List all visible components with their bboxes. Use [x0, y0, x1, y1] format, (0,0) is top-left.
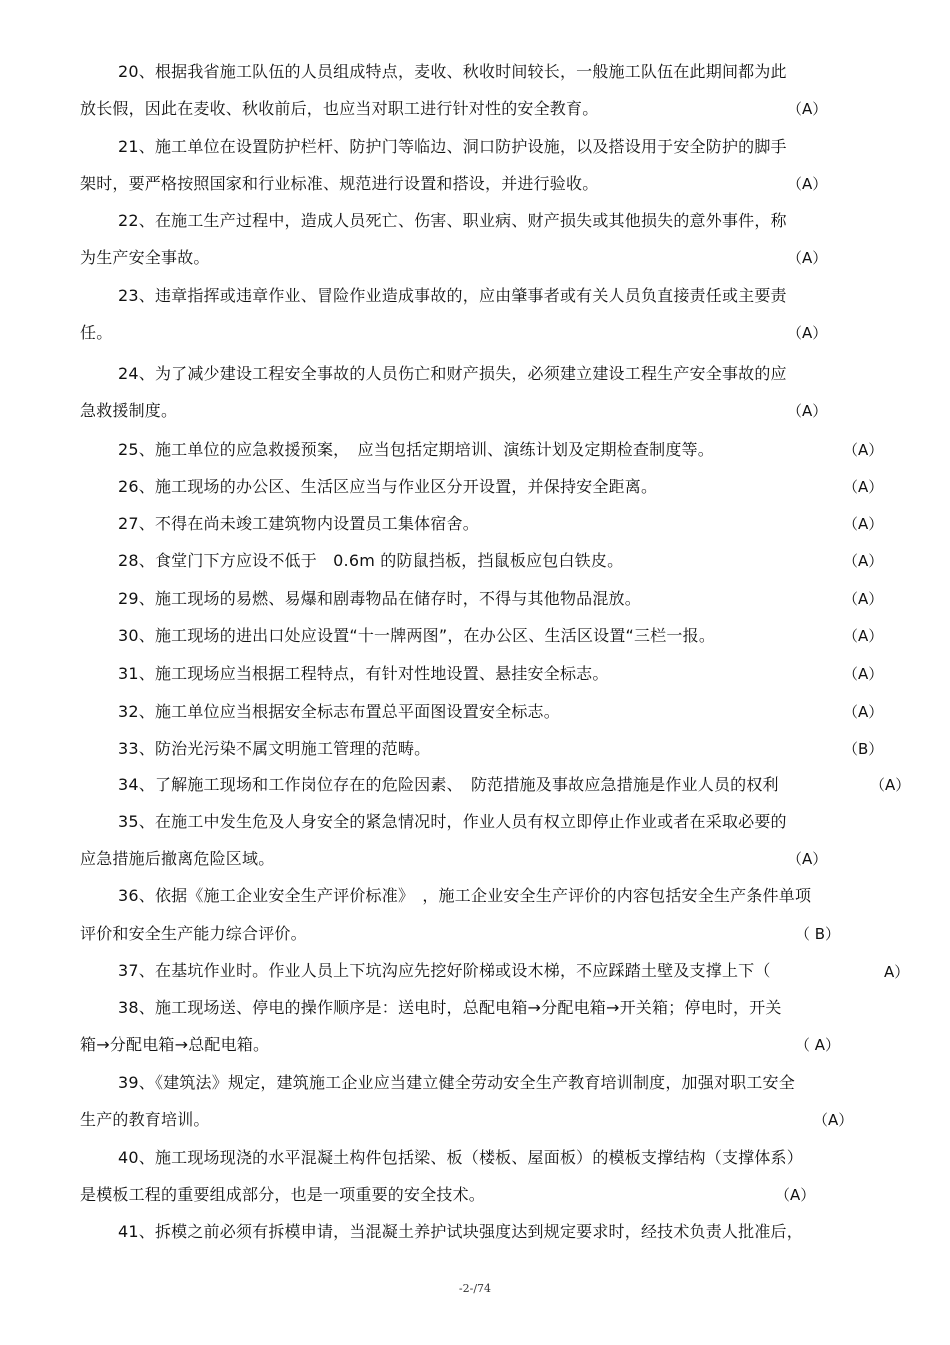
question-39-line-1: 39、《建筑法》规定，建筑施工企业应当建立健全劳动安全生产教育培训制度，加强对职工安全	[118, 1073, 795, 1092]
question-36-answer: （ B）	[795, 925, 841, 943]
question-24-line-1: 24、为了减少建设工程安全事故的人员伤亡和财产损失，必须建立建设工程生产安全事故的应	[118, 364, 787, 383]
question-21-answer: （A）	[787, 175, 828, 193]
question-29-line-1: 29、施工现场的易燃、易爆和剧毒物品在储存时，不得与其他物品混放。	[118, 589, 641, 608]
question-23-line-2: 任。	[80, 323, 113, 342]
question-37-answer: A）	[884, 963, 910, 981]
question-36-line-1: 36、依据《施工企业安全生产评价标准》 ，施工企业安全生产评价的内容包括安全生产条件单项	[118, 886, 812, 905]
question-28-line-1: 28、食堂门下方应设不低于 0.6m 的防鼠挡板，挡鼠板应包白铁皮。	[118, 551, 624, 570]
question-40-answer: （A）	[775, 1186, 816, 1204]
question-38-answer: （ A）	[795, 1036, 841, 1054]
question-21-line-2: 架时，要严格按照国家和行业标准、规范进行设置和搭设，并进行验收。	[80, 174, 599, 193]
question-29-answer: （A）	[843, 590, 884, 608]
question-38-line-2: 箱→分配电箱→总配电箱。	[80, 1035, 270, 1054]
question-40-line-1: 40、施工现场现浇的水平混凝土构件包括梁、板（楼板、屋面板）的模板支撑结构（支撑体系）	[118, 1148, 803, 1167]
question-39-answer: （A）	[813, 1111, 854, 1129]
question-24-answer: （A）	[787, 402, 828, 420]
question-20-answer: （A）	[787, 100, 828, 118]
question-40-line-2: 是模板工程的重要组成部分，也是一项重要的安全技术。	[80, 1185, 486, 1204]
question-20-line-2: 放长假，因此在麦收、秋收前后，也应当对职工进行针对性的安全教育。	[80, 99, 599, 118]
question-35-line-1: 35、在施工中发生危及人身安全的紧急情况时，作业人员有权立即停止作业或者在采取必要的	[118, 812, 787, 831]
question-35-line-2: 应急措施后撤离危险区域。	[80, 849, 275, 868]
question-38-line-1: 38、施工现场送、停电的操作顺序是：送电时，总配电箱→分配电箱→开关箱；停电时，开关	[118, 998, 782, 1017]
question-20-line-1: 20、根据我省施工队伍的人员组成特点，麦收、秋收时间较长，一般施工队伍在此期间都为此	[118, 62, 787, 81]
question-31-answer: （A）	[843, 665, 884, 683]
question-22-line-2: 为生产安全事故。	[80, 248, 210, 267]
question-33-answer: （B）	[843, 740, 884, 758]
question-26-answer: （A）	[843, 478, 884, 496]
question-26-line-1: 26、施工现场的办公区、生活区应当与作业区分开设置，并保持安全距离。	[118, 477, 658, 496]
question-37-line-1: 37、在基坑作业时。作业人员上下坑沟应先挖好阶梯或设木梯，不应踩踏土壁及支撑上下（	[118, 961, 771, 980]
question-23-answer: （A）	[787, 324, 828, 342]
question-31-line-1: 31、施工现场应当根据工程特点，有针对性地设置、悬挂安全标志。	[118, 664, 609, 683]
question-39-line-2: 生产的教育培训。	[80, 1110, 210, 1129]
question-33-line-1: 33、防治光污染不属文明施工管理的范畴。	[118, 739, 431, 758]
question-34-answer: （A）	[870, 776, 911, 794]
question-24-line-2: 急救援制度。	[80, 401, 178, 420]
question-22-line-1: 22、在施工生产过程中，造成人员死亡、伤害、职业病、财产损失或其他损失的意外事件，称	[118, 211, 787, 230]
question-23-line-1: 23、违章指挥或违章作业、冒险作业造成事故的，应由肇事者或有关人员负直接责任或主要责	[118, 286, 787, 305]
page-number: -2-/74	[458, 1282, 492, 1295]
question-32-answer: （A）	[843, 703, 884, 721]
question-27-answer: （A）	[843, 515, 884, 533]
question-27-line-1: 27、不得在尚未竣工建筑物内设置员工集体宿舍。	[118, 514, 479, 533]
question-28-answer: （A）	[843, 552, 884, 570]
question-41-line-1: 41、拆模之前必须有拆模申请，当混凝土养护试块强度达到规定要求时，经技术负责人批准后，	[118, 1222, 803, 1241]
question-34-line-1: 34、了解施工现场和工作岗位存在的危险因素、 防范措施及事故应急措施是作业人员的权利	[118, 775, 779, 794]
question-30-line-1: 30、施工现场的进出口处应设置“十一牌两图”，在办公区、生活区设置“三栏一报。	[118, 626, 716, 645]
question-25-line-1: 25、施工单位的应急救援预案， 应当包括定期培训、演练计划及定期检查制度等。	[118, 440, 714, 459]
question-36-line-2: 评价和安全生产能力综合评价。	[80, 924, 307, 943]
question-30-answer: （A）	[843, 627, 884, 645]
question-35-answer: （A）	[787, 850, 828, 868]
question-25-answer: （A）	[843, 441, 884, 459]
question-32-line-1: 32、施工单位应当根据安全标志布置总平面图设置安全标志。	[118, 702, 560, 721]
question-22-answer: （A）	[787, 249, 828, 267]
question-21-line-1: 21、施工单位在设置防护栏杆、防护门等临边、洞口防护设施，以及搭设用于安全防护的脚手	[118, 137, 787, 156]
